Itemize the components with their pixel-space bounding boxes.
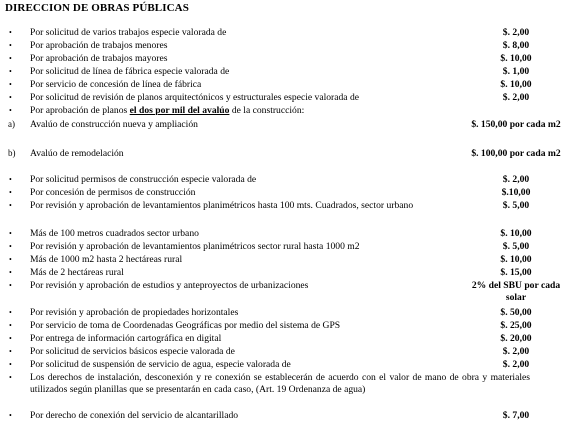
letter-marker: b): [8, 148, 16, 158]
fee-description: Más de 2 hectáreas rural: [30, 267, 124, 278]
fee-amount: $. 2,00: [502, 27, 530, 38]
bullet-marker: •: [9, 242, 12, 251]
bullet-marker: •: [9, 281, 12, 290]
fee-amount: $. 7,00: [502, 410, 530, 421]
fee-description: Por concesión de permisos de construcción: [30, 187, 196, 198]
letter-marker: a): [8, 119, 15, 129]
bullet-marker: •: [9, 54, 12, 63]
fee-amount: $. 1,00: [502, 66, 530, 77]
fee-amount: $. 15,00: [500, 267, 532, 278]
bullet-marker: •: [9, 321, 12, 330]
fee-amount: $. 2,00: [502, 174, 530, 185]
bullet-marker: •: [9, 360, 12, 369]
fee-description: Por solicitud de línea de fábrica especie valorada de: [30, 66, 230, 77]
bullet-marker: •: [9, 28, 12, 37]
bullet-marker: •: [9, 411, 12, 420]
fee-amount: $. 5,00: [502, 200, 530, 211]
fee-description: Más de 1000 m2 hasta 2 hectáreas rural: [30, 254, 183, 265]
fee-amount: $. 100,00 por cada m2: [471, 148, 561, 159]
fee-amount: $. 8,00: [502, 40, 530, 51]
fee-amount: $. 10,00: [500, 228, 532, 239]
fee-description: Por servicio de concesión de línea de fábrica: [30, 79, 202, 90]
fee-amount: $. 10,00: [500, 53, 532, 64]
fee-description: Por servicio de toma de Coordenadas Geográficas por medio del sistema de GPS: [30, 320, 341, 331]
bullet-marker: •: [9, 268, 12, 277]
fee-description: Por derecho de conexión del servicio de alcantarillado: [30, 410, 239, 421]
bullet-marker: •: [9, 201, 12, 210]
fee-description: Por aprobación de trabajos mayores: [30, 53, 168, 64]
fee-description: Por revisión y aprobación de levantamientos planimétricos hasta 100 mts. Cuadrados, sector urbano: [30, 200, 414, 211]
fee-amount: $. 20,00: [500, 333, 532, 344]
fee-amount: $. 10,00: [500, 254, 532, 265]
fee-description: Avalúo de construcción nueva y ampliación: [30, 119, 198, 130]
bullet-marker: •: [9, 308, 12, 317]
fee-description: Por entrega de información cartográfica en digital: [30, 333, 222, 344]
bullet-marker: •: [9, 229, 12, 238]
fee-amount: $. 25,00: [500, 320, 532, 331]
fee-description: Por solicitud de revisión de planos arquitectónicos y estructurales especie valorada de: [30, 92, 360, 103]
fee-description: Más de 100 metros cuadrados sector urbano: [30, 228, 199, 239]
fee-description: Por solicitud permisos de construcción especie valorada de: [30, 174, 257, 185]
fee-description-emphasis: el dos por mil del avalúo: [129, 105, 230, 116]
fee-description: Por revisión y aprobación de estudios y anteproyectos de urbanizaciones: [30, 280, 309, 291]
fee-description: Los derechos de instalación, desconexión y re conexión se establecerán de acuerdo con el valor de mano de obra y materiales utilizados según planillas que se presentarán en cada caso, (Art. 19 Ordenanza de agua): [30, 372, 530, 395]
fee-amount: $. 150,00 por cada m2: [471, 119, 561, 130]
fee-amount: $. 2,00: [502, 346, 530, 357]
fee-amount: $. 5,00: [502, 241, 530, 252]
bullet-marker: •: [9, 188, 12, 197]
bullet-marker: •: [9, 41, 12, 50]
fee-description: Por solicitud de suspensión de servicio de agua, especie valorada de: [30, 359, 291, 370]
fee-amount: $. 50,00: [500, 307, 532, 318]
fee-amount: $.10,00: [501, 187, 531, 198]
fee-description: Por aprobación de trabajos menores: [30, 40, 168, 51]
fee-description: Por revisión y aprobación de propiedades horizontales: [30, 307, 239, 318]
fee-description: Por solicitud de varios trabajos especie valorada de: [30, 27, 227, 38]
fee-amount: $. 2,00: [502, 92, 530, 103]
fee-description: Por revisión y aprobación de levantamientos planimétricos sector rural hasta 1000 m2: [30, 241, 360, 252]
bullet-marker: •: [9, 67, 12, 76]
bullet-marker: •: [9, 175, 12, 184]
fee-description: Por solicitud de servicios básicos especie valorada de: [30, 346, 235, 357]
fee-amount: $. 2,00: [502, 359, 530, 370]
fee-description-post: de la construcción:: [229, 105, 305, 116]
fee-description-pre: Por aprobación de planos: [30, 105, 130, 116]
bullet-marker: •: [9, 93, 12, 102]
fee-amount: $. 10,00: [500, 79, 532, 90]
bullet-marker: •: [9, 80, 12, 89]
bullet-marker: •: [9, 255, 12, 264]
bullet-marker: •: [9, 347, 12, 356]
bullet-marker: •: [9, 373, 12, 382]
fee-amount: 2% del SBU por cada solar: [471, 280, 561, 303]
bullet-marker: •: [9, 106, 12, 115]
bullet-marker: •: [9, 334, 12, 343]
fee-description: Avalúo de remodelación: [30, 148, 124, 159]
section-title: DIRECCION DE OBRAS PÚBLICAS: [5, 2, 189, 14]
fee-description: [30, 105, 460, 117]
